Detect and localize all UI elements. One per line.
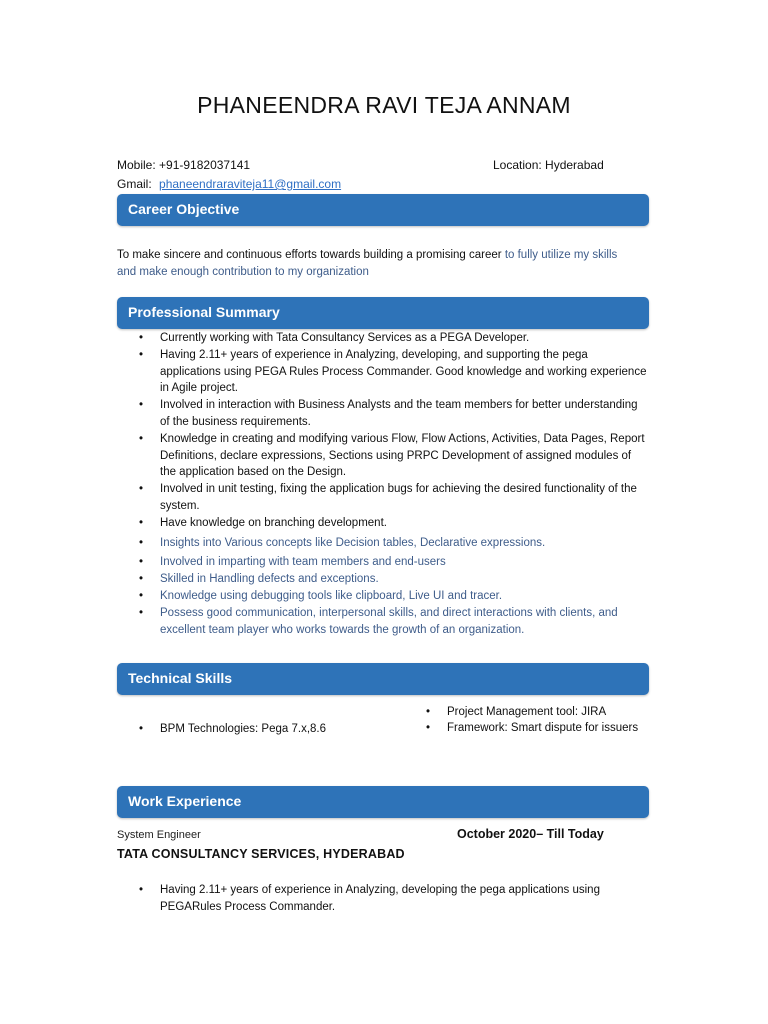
career-objective-header (117, 194, 649, 226)
summary-item: • Involved in interaction with Business Analysts and the team members for better understanding of the business requirements. (117, 397, 647, 431)
career-objective-title: Career Objective (128, 201, 240, 217)
technical-skills-title: Technical Skills (128, 670, 233, 686)
professional-summary-list (117, 330, 647, 638)
skill-item: • BPM Technologies: Pega 7.x,8.6 (139, 723, 327, 735)
skill-text: Project Management tool: JIRA (447, 706, 607, 718)
work-experience-header (117, 786, 649, 818)
technical-skills-header (117, 663, 649, 695)
objective-part-2: to fully utilize my skills (504, 249, 618, 261)
summary-item: • Have knowledge on branching development. (117, 515, 647, 532)
summary-item: • Knowledge in creating and modifying various Flow, Flow Actions, Activities, Data Pages, Report Definitions, declare expressions, Sections using PRPC Development of assigned modules of the application based on the Design. (117, 431, 647, 481)
skill-text: Framework: Smart dispute for issuers (447, 722, 639, 734)
work-experience-title: Work Experience (128, 793, 242, 809)
company-name: TATA CONSULTANCY SERVICES, HYDERABAD (117, 847, 405, 861)
candidate-name: PHANEENDRA RAVI TEJA ANNAM (197, 92, 571, 118)
location: Location: Hyderabad (493, 158, 604, 172)
job-role: System Engineer (117, 829, 201, 841)
summary-item: • Involved in unit testing, fixing the application bugs for achieving the desired functionality of the system. (117, 481, 647, 515)
summary-item: • Skilled in Handling defects and exceptions. (117, 571, 647, 588)
objective-part-1: To make sincere and continuous efforts towards building a promising career (117, 249, 505, 261)
skill-item: • Project Management tool: JIRA (426, 706, 607, 718)
experience-list (117, 882, 627, 916)
experience-item: • Having 2.11+ years of experience in Analyzing, developing the pega applications using PEGARules Process Commander. (117, 882, 627, 916)
objective-part-3: and make enough contribution to my organization (117, 266, 369, 278)
gmail-link[interactable]: phaneendraraviteja11@gmail.com (159, 177, 342, 191)
summary-item: • Possess good communication, interpersonal skills, and direct interactions with clients, and excellent team player who works towards the growth of an organization. (117, 605, 647, 639)
summary-item: • Knowledge using debugging tools like clipboard, Live UI and tracer. (117, 588, 647, 605)
summary-item: • Currently working with Tata Consultancy Services as a PEGA Developer. (117, 330, 647, 347)
professional-summary-title: Professional Summary (128, 304, 280, 320)
summary-item: • Insights into Various concepts like Decision tables, Declarative expressions. (117, 535, 647, 552)
professional-summary-header (117, 297, 649, 329)
summary-item: • Involved in imparting with team members and end-users (117, 554, 647, 571)
skill-text: BPM Technologies: Pega 7.x,8.6 (160, 723, 327, 735)
summary-item: • Having 2.11+ years of experience in Analyzing, developing, and supporting the pega applications using PEGA Rules Process Commander. Good knowledge and working experience in Agile project. (117, 347, 647, 397)
skill-item: • Framework: Smart dispute for issuers (426, 722, 639, 734)
job-period: October 2020– Till Today (457, 827, 604, 841)
gmail-row (117, 177, 341, 191)
gmail-label: Gmail: (117, 177, 152, 191)
mobile-number: Mobile: +91-9182037141 (117, 158, 251, 172)
career-objective-text (117, 247, 657, 281)
